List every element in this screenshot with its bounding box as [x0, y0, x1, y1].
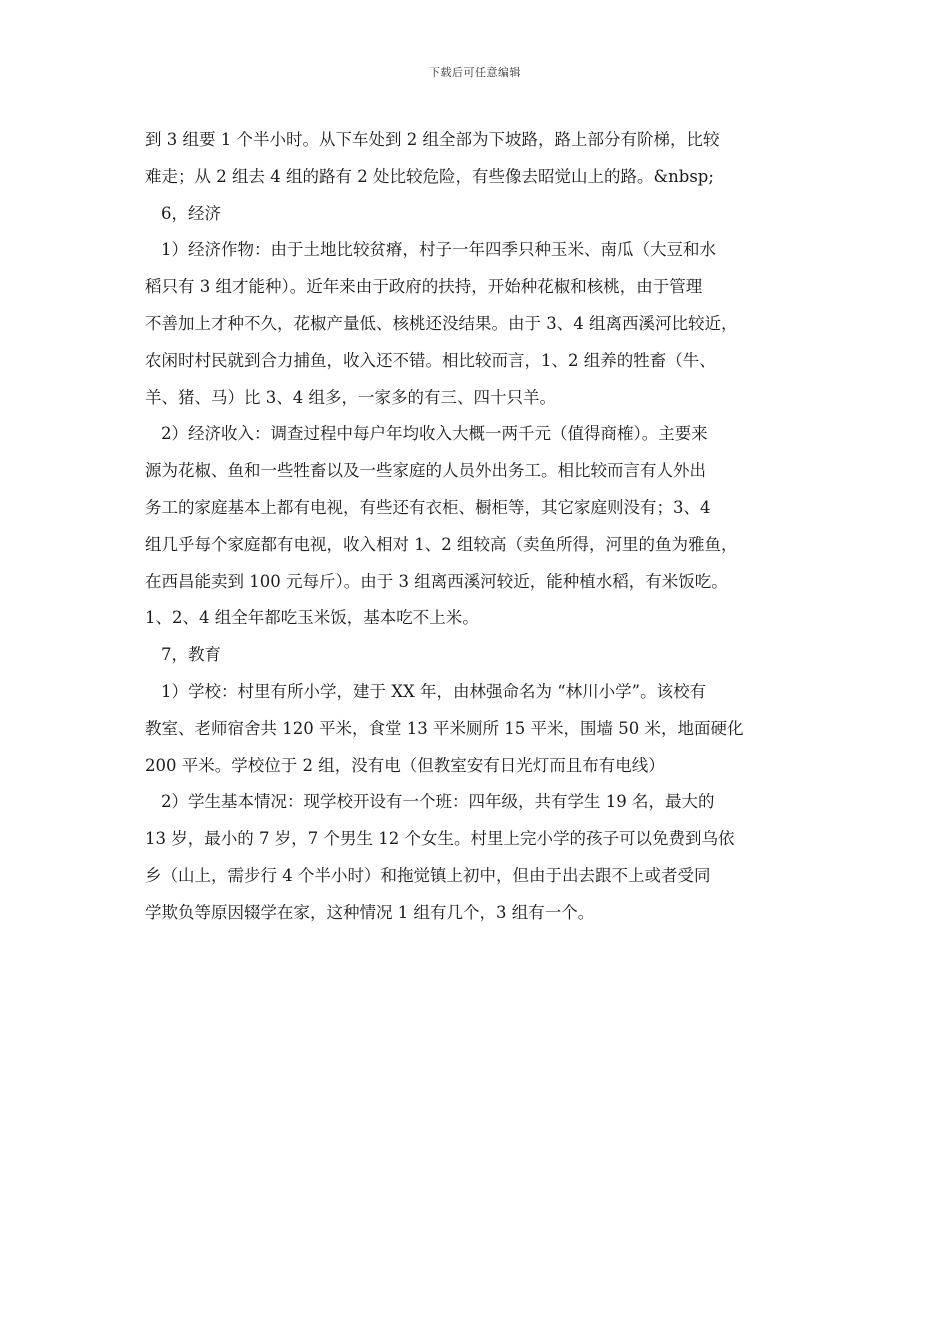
text-line: 1、2、4 组全年都吃玉米饭，基本吃不上米。 — [145, 608, 479, 628]
text-line: 1）经济作物：由于土地比较贫瘠，村子一年四季只种玉米、南瓜（大豆和水 — [161, 240, 716, 260]
text-line: 农闲时村民就到合力捕鱼，收入还不错。相比较而言，1、2 组养的牲畜（牛、 — [145, 350, 716, 370]
text-line: 到 3 组要 1 个半小时。从下车处到 2 组全部为下坡路，路上部分有阶梯，比较 — [145, 130, 720, 149]
text-line: 1）学校：村里有所小学，建于 XX 年，由林强命名为 “林川小学”。该校有 — [161, 681, 707, 701]
paragraph-road-description — [145, 122, 825, 196]
text-line: 难走；从 2 组去 4 组的路有 2 处比较危险，有些像去昭觉山上的路。&nbsp; — [145, 166, 714, 186]
text-line: 6，经济 — [161, 203, 221, 223]
paragraph-students — [145, 784, 825, 931]
paragraph-economic-income — [145, 416, 825, 637]
paragraph-school — [145, 674, 825, 784]
text-line: 务工的家庭基本上都有电视，有些还有衣柜、橱柜等，其它家庭则没有；3、4 — [145, 497, 711, 517]
text-line: 在西昌能卖到 100 元每斤）。由于 3 组离西溪河较近，能种植水稻，有米饭吃。 — [145, 571, 728, 591]
text-line: 教室、老师宿舍共 120 平米，食堂 13 平米厕所 15 平米，围墙 50 米，地面硬化 — [145, 718, 744, 738]
text-line: 乡（山上，需步行 4 个半小时）和拖觉镇上初中，但由于出去跟不上或者受同 — [145, 865, 711, 885]
page-header: 下载后可任意编辑 — [429, 66, 521, 79]
text-line: 13 岁，最小的 7 岁，7 个男生 12 个女生。村里上完小学的孩子可以免费到乌依 — [145, 829, 735, 849]
text-line: 源为花椒、鱼和一些牲畜以及一些家庭的人员外出务工。相比较而言有人外出 — [145, 461, 706, 481]
text-line: 稻只有 3 组才能种）。近年来由于政府的扶持，开始种花椒和核桃，由于管理 — [145, 277, 703, 297]
document-body — [145, 122, 825, 932]
paragraph-economic-crops — [145, 232, 825, 416]
text-line: 2）学生基本情况：现学校开设有一个班：四年级，共有学生 19 名，最大的 — [161, 792, 715, 812]
text-line: 不善加上才种不久，花椒产量低、核桃还没结果。由于 3、4 组离西溪河比较近， — [145, 313, 738, 333]
section-heading-education — [145, 637, 825, 674]
text-line: 7，教育 — [161, 645, 221, 665]
section-heading-economy — [145, 196, 825, 233]
text-line: 2）经济收入：调查过程中每户年均收入大概一两千元（值得商榷）。主要来 — [161, 424, 708, 444]
text-line: 组几乎每个家庭都有电视，收入相对 1、2 组较高（卖鱼所得，河里的鱼为雅鱼， — [145, 534, 738, 554]
text-line: 羊、猪、马）比 3、4 组多，一家多的有三、四十只羊。 — [145, 387, 556, 407]
text-line: 学欺负等原因辍学在家，这种情况 1 组有几个，3 组有一个。 — [145, 902, 595, 922]
text-line: 200 平米。学校位于 2 组，没有电（但教室安有日光灯而且布有电线） — [145, 755, 665, 775]
